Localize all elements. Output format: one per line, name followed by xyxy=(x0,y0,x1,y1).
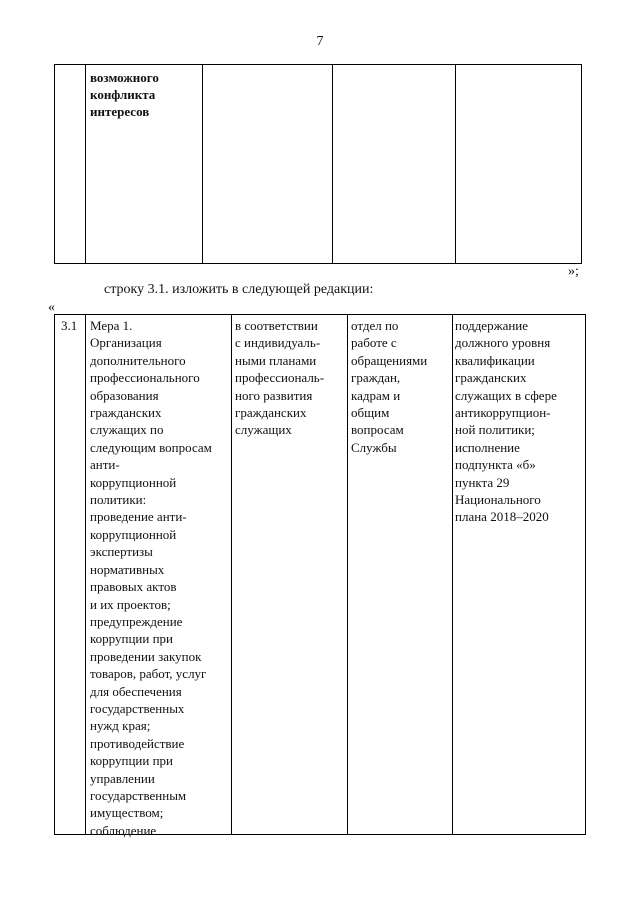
column-divider xyxy=(452,315,453,834)
text-line: коррупционной xyxy=(90,474,177,490)
table-column-number xyxy=(55,65,86,263)
text-line: коррупции при xyxy=(90,753,173,769)
text-line: интересов xyxy=(90,104,150,119)
text-line: политики: xyxy=(90,492,147,508)
text-line: должного уровня xyxy=(455,335,551,351)
text-line: обращениями xyxy=(351,352,428,368)
text-line: коррупции при xyxy=(90,631,173,647)
text-line: с индивидуаль- xyxy=(235,335,321,351)
text-line: гражданских xyxy=(455,370,527,386)
table-column-basis xyxy=(202,65,333,263)
text-line: плана 2018–2020 xyxy=(455,509,549,525)
text-line: правовых актов xyxy=(90,579,177,595)
text-line: анти- xyxy=(90,457,120,473)
text-line: служащих xyxy=(235,422,292,438)
text-line: противодействие xyxy=(90,735,185,751)
text-line: профессиональ- xyxy=(235,370,325,386)
text-line: ного развития xyxy=(235,387,313,403)
text-line: Организация xyxy=(90,335,162,351)
column-divider xyxy=(347,315,348,834)
column-divider xyxy=(231,315,232,834)
text-line: Службы xyxy=(351,439,397,455)
text-line: нужд края; xyxy=(90,718,151,734)
column-divider xyxy=(85,315,86,834)
text-line: образования xyxy=(90,387,159,403)
text-line: вопросам xyxy=(351,422,404,438)
text-line: предупреждение xyxy=(90,613,183,629)
opening-quote: « xyxy=(48,300,55,315)
text-line: Национального xyxy=(455,492,541,508)
text-line: служащих по xyxy=(90,422,164,438)
text-line: соблюдение xyxy=(90,822,157,838)
text-line: служащих в сфере xyxy=(455,387,557,403)
text-line: возможного xyxy=(90,70,159,85)
text-line: подпункта «б» xyxy=(455,457,536,473)
text-line: нормативных xyxy=(90,561,165,577)
text-line: поддержание xyxy=(455,318,529,333)
row-number: 3.1 xyxy=(61,318,78,333)
responsible-cell xyxy=(351,317,451,456)
page-number: 7 xyxy=(316,34,324,49)
text-line: экспертизы xyxy=(90,544,153,560)
basis-cell xyxy=(235,317,345,439)
text-line: для обеспечения xyxy=(90,683,182,699)
text-line: государственных xyxy=(90,700,185,716)
text-line: граждан, xyxy=(351,370,401,386)
text-line: в соответствии xyxy=(235,318,318,333)
instruction-text: строку 3.1. изложить в следующей редакции: xyxy=(104,282,374,297)
result-cell xyxy=(455,317,581,526)
continuation-table xyxy=(54,64,582,264)
text-line: гражданских xyxy=(235,405,307,421)
text-line: работе с xyxy=(351,335,397,351)
text-line: следующим вопросам xyxy=(90,439,212,455)
text-line: ной политики; xyxy=(455,422,535,438)
text-line: проведение анти- xyxy=(90,509,187,525)
text-line: общим xyxy=(351,405,390,421)
text-line: пункта 29 xyxy=(455,474,510,490)
text-line: антикоррупцион- xyxy=(455,405,551,421)
text-line: исполнение xyxy=(455,439,520,455)
text-line: профессионального xyxy=(90,370,200,386)
text-line: имуществом; xyxy=(90,805,164,821)
text-line: Мера 1. xyxy=(90,318,133,333)
amended-row-table xyxy=(54,314,586,838)
text-line: товаров, работ, услуг xyxy=(90,666,207,682)
text-line: ными планами xyxy=(235,352,317,368)
continuation-text xyxy=(90,69,200,120)
text-line: дополнительного xyxy=(90,352,186,368)
text-line: проведении закупок xyxy=(90,648,202,664)
text-line: коррупционной xyxy=(90,526,177,542)
text-line: конфликта xyxy=(90,87,156,102)
table-column-responsible xyxy=(332,65,456,263)
text-line: управлении xyxy=(90,770,155,786)
text-line: кадрам и xyxy=(351,387,401,403)
text-line: квалификации xyxy=(455,352,535,368)
text-line: гражданских xyxy=(90,405,162,421)
closing-quote: »; xyxy=(568,264,579,279)
measure-cell xyxy=(90,317,230,839)
text-line: и их проектов; xyxy=(90,596,171,612)
text-line: государственным xyxy=(90,787,187,803)
text-line: отдел по xyxy=(351,318,399,333)
